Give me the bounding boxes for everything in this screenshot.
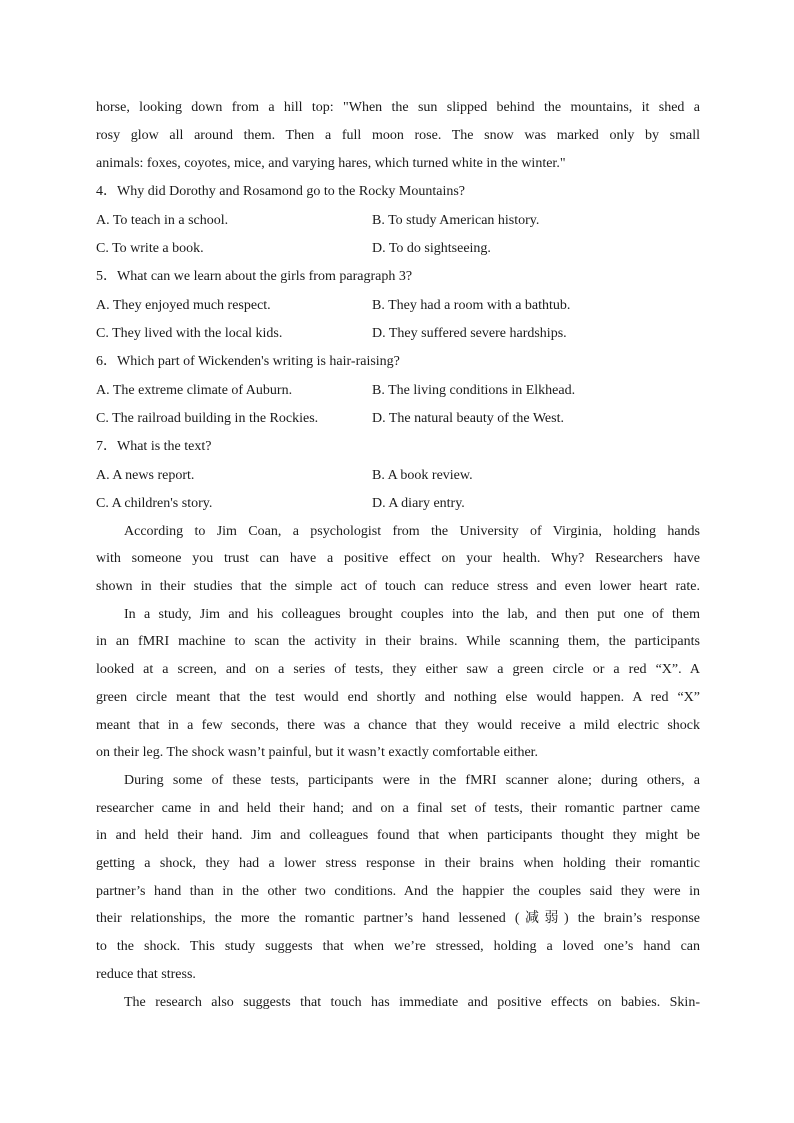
- text-line: reduce that stress.: [96, 966, 196, 982]
- option-d: D. To do sightseeing.: [372, 241, 491, 257]
- option-b: B. A book review.: [372, 467, 473, 483]
- text-line: partner’s hand than in the other two conditions. And the happier the couples said they were in: [96, 883, 700, 899]
- text-line: shown in their studies that the simple act of touch can reduce stress and even lower heart rate.: [96, 579, 700, 594]
- text-line: During some of these tests, participants were in the fMRI scanner alone; during others, a: [124, 772, 700, 788]
- document-page: [96, 94, 700, 1016]
- text-line: The research also suggests that touch has immediate and positive effects on babies. Skin-: [124, 994, 700, 1010]
- option-row: [96, 292, 700, 320]
- option-b: B. To study American history.: [372, 213, 540, 229]
- paragraph: [96, 767, 700, 989]
- paragraph: [96, 989, 700, 1017]
- text-line: In a study, Jim and his colleagues brought couples into the lab, and then put one of them: [124, 606, 700, 622]
- text-line: getting a shock, they had a lower stress response in their brains when holding their romantic: [96, 856, 700, 872]
- option-d: D. The natural beauty of the West.: [372, 410, 564, 426]
- option-a: A. A news report.: [96, 467, 195, 483]
- option-c: C. They lived with the local kids.: [96, 326, 283, 341]
- option-a: A. The extreme climate of Auburn.: [96, 382, 293, 398]
- question-stem: 4．Why did Dorothy and Rosamond go to the Rocky Mountains?: [96, 184, 466, 200]
- option-d: D. A diary entry.: [372, 495, 465, 511]
- text-line: in an fMRI machine to scan the activity in their brains. While scanning them, the participants: [96, 634, 700, 650]
- text-line: green circle meant that the test would end shortly and nothing else would happen. A red “X”: [96, 689, 700, 705]
- text-line: According to Jim Coan, a psychologist from the University of Virginia, holding hands: [124, 523, 700, 539]
- option-c: C. The railroad building in the Rockies.: [96, 410, 319, 426]
- text-line: on their leg. The shock wasn’t painful, but it wasn’t exactly comfortable either.: [96, 745, 539, 761]
- option-a: A. They enjoyed much respect.: [96, 298, 271, 313]
- option-d: D. They suffered severe hardships.: [372, 326, 567, 341]
- text-line: with someone you trust can have a positive effect on your health. Why? Researchers have: [96, 551, 700, 567]
- text-line: to the shock. This study suggests that when we’re stressed, holding a loved one’s hand can: [96, 939, 700, 955]
- text-line: meant that in a few seconds, there was a chance that they would receive a mild electric shock: [96, 717, 700, 733]
- question-stem: 5．What can we learn about the girls from paragraph 3?: [96, 269, 413, 285]
- option-row: [96, 377, 700, 405]
- question-7: [96, 433, 700, 518]
- question-stem: 7．What is the text?: [96, 438, 212, 454]
- text-line: their relationships, the more the romantic partner’s hand lessened (减弱) the brain’s response: [96, 911, 700, 927]
- option-row: [96, 405, 700, 433]
- question-5: [96, 263, 700, 348]
- option-c: C. To write a book.: [96, 241, 204, 257]
- passage-continuation: [96, 94, 700, 178]
- question-6: [96, 348, 700, 433]
- text-line: in and held their hand. Jim and colleagues found that when participants thought they might be: [96, 828, 700, 844]
- option-row: [96, 320, 700, 348]
- text-line: horse, looking down from a hill top: "When the sun slipped behind the mountains, it shed a: [96, 100, 700, 115]
- text-line: animals: foxes, coyotes, mice, and varying hares, which turned white in the winter.": [96, 156, 566, 172]
- paragraph: [96, 601, 700, 767]
- option-row: [96, 462, 700, 490]
- text-line: rosy glow all around them. Then a full moon rose. The snow was marked only by small: [96, 127, 700, 143]
- option-row: [96, 490, 700, 518]
- option-row: [96, 207, 700, 235]
- text-line: researcher came in and held their hand; and on a final set of tests, their romantic partner came: [96, 800, 700, 816]
- question-4: [96, 178, 700, 263]
- option-b: B. The living conditions in Elkhead.: [372, 382, 576, 398]
- text-line: looked at a screen, and on a series of tests, they either saw a green circle or a red “X”. A: [96, 662, 700, 678]
- option-a: A. To teach in a school.: [96, 213, 229, 229]
- paragraph: [96, 518, 700, 601]
- option-c: C. A children's story.: [96, 495, 213, 511]
- option-row: [96, 235, 700, 263]
- option-b: B. They had a room with a bathtub.: [372, 298, 571, 313]
- question-stem: 6．Which part of Wickenden's writing is hair-raising?: [96, 354, 400, 369]
